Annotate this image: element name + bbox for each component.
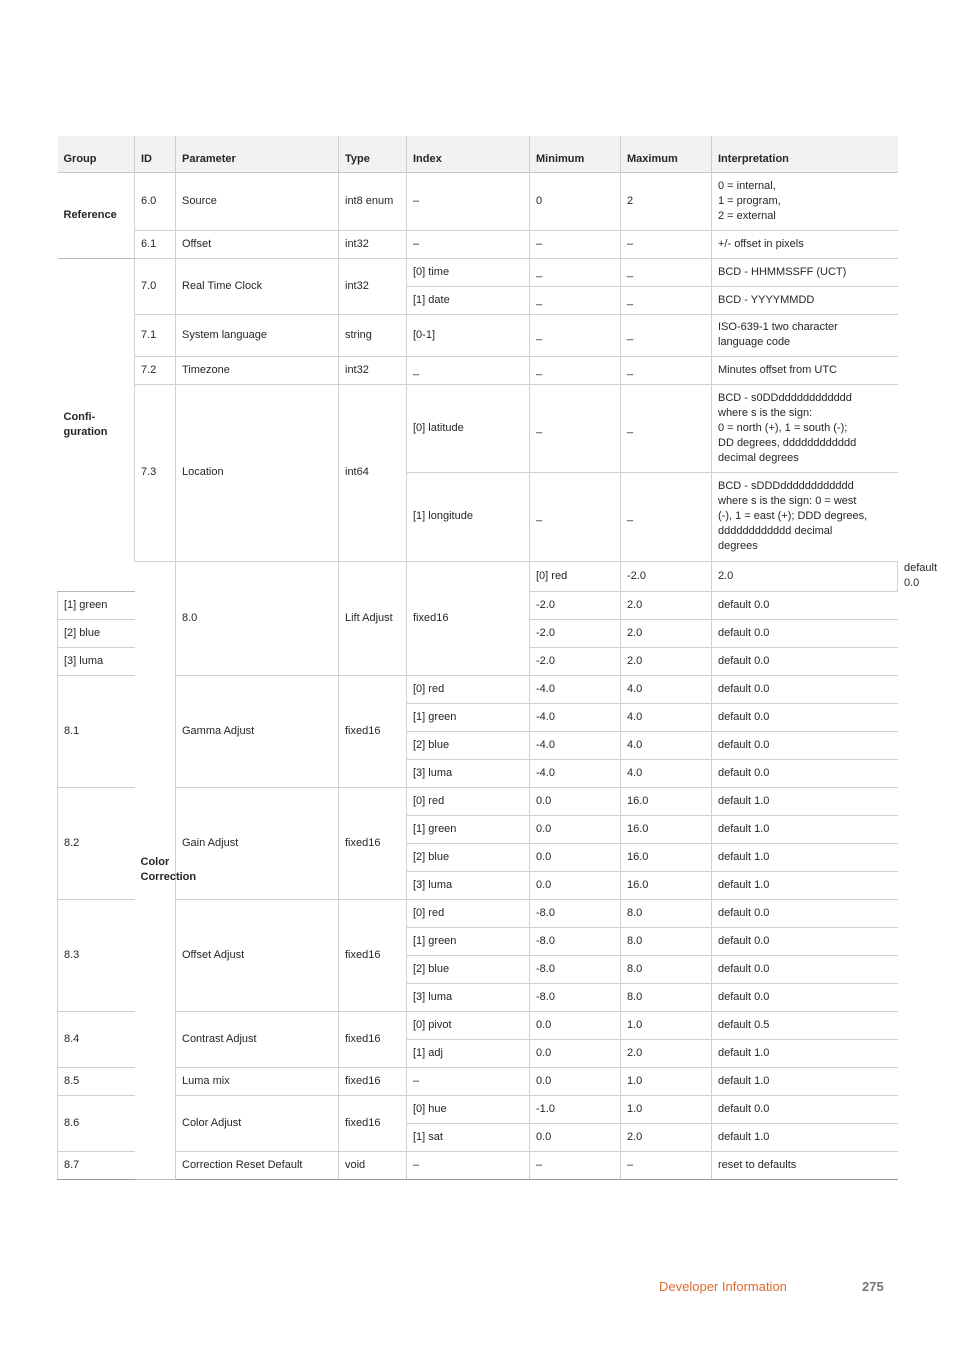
table-cell: _ (530, 258, 621, 286)
table-cell: -2.0 (530, 592, 621, 620)
table-cell: 0.0 (530, 1068, 621, 1096)
table-cell: 1.0 (621, 1068, 712, 1096)
table-cell: [2] blue (58, 620, 135, 648)
table-cell: 2.0 (621, 1124, 712, 1152)
table-cell: -4.0 (530, 676, 621, 704)
table-cell: -4.0 (530, 704, 621, 732)
table-cell: [0] pivot (407, 1012, 530, 1040)
header-row (58, 136, 898, 172)
table-cell: default 1.0 (712, 1040, 898, 1068)
table-cell: BCD - sDDDdddddddddddd where s is the sign: 0 = west (-), 1 = east (+); DDD degrees, dddddddddddd decimal degrees (712, 472, 898, 561)
table-cell: [2] blue (407, 956, 530, 984)
table-cell: _ (530, 356, 621, 384)
table-cell: [3] luma (58, 648, 135, 676)
table-cell: 7.1 (135, 314, 176, 356)
table-cell: [0] red (407, 900, 530, 928)
table-cell: [1] green (407, 928, 530, 956)
table-cell: BCD - s0DDdddddddddddd where s is the sign: 0 = north (+), 1 = south (-); DD degrees, dddddddddddd decimal degrees (712, 384, 898, 472)
table-cell: [1] date (407, 286, 530, 314)
header-minimum: Minimum (530, 136, 621, 172)
table-cell: fixed16 (339, 676, 407, 788)
table-cell: 2.0 (621, 620, 712, 648)
group-cell: Reference (58, 172, 135, 258)
table-cell: default 0.0 (712, 1096, 898, 1124)
group-cell: Confi- guration (58, 258, 135, 592)
table-cell: fixed16 (339, 1068, 407, 1096)
table-cell: 6.0 (135, 172, 176, 230)
table-cell: default 1.0 (712, 788, 898, 816)
table-cell: Timezone (176, 356, 339, 384)
table-cell: _ (530, 472, 621, 561)
table-cell: reset to defaults (712, 1152, 898, 1180)
table-cell: [1] green (407, 704, 530, 732)
table-cell: 2.0 (621, 592, 712, 620)
table-cell: int32 (339, 258, 407, 314)
header-group: Group (58, 136, 135, 172)
table-cell: default 0.0 (712, 928, 898, 956)
table-row (58, 900, 898, 928)
table-cell: 0.0 (530, 1040, 621, 1068)
table-cell: 1.0 (621, 1096, 712, 1124)
table-cell: fixed16 (407, 561, 530, 676)
table-cell: [1] adj (407, 1040, 530, 1068)
table-cell: -4.0 (530, 732, 621, 760)
table-cell: 8.3 (58, 900, 135, 1012)
table-cell: _ (530, 384, 621, 472)
table-cell: – (407, 230, 530, 258)
table-cell: 0.0 (530, 844, 621, 872)
table-cell: _ (621, 286, 712, 314)
table-row (58, 384, 898, 472)
table-cell: -8.0 (530, 956, 621, 984)
table-cell: 4.0 (621, 676, 712, 704)
table-cell: 8.4 (58, 1012, 135, 1068)
table-cell: fixed16 (339, 788, 407, 900)
table-row (58, 230, 898, 258)
table-body (58, 172, 938, 1180)
table-cell: 16.0 (621, 872, 712, 900)
table-cell: 8.0 (621, 900, 712, 928)
table-cell: 8.6 (58, 1096, 135, 1152)
table-cell: [2] blue (407, 732, 530, 760)
table-cell: 0 (530, 172, 621, 230)
table-row (58, 258, 898, 286)
table-row (58, 1152, 898, 1180)
table-row (58, 676, 898, 704)
table-cell: 0.0 (530, 1124, 621, 1152)
table-cell: -2.0 (530, 620, 621, 648)
table-cell: [0] red (530, 561, 621, 592)
table-cell: 16.0 (621, 816, 712, 844)
table-cell: 2.0 (621, 648, 712, 676)
table-cell: +/- offset in pixels (712, 230, 898, 258)
table-cell: [0] hue (407, 1096, 530, 1124)
table-cell: – (530, 230, 621, 258)
table-cell: [2] blue (407, 844, 530, 872)
table-cell: string (339, 314, 407, 356)
table-cell: 8.2 (58, 788, 135, 900)
footer-section-title: Developer Information (659, 1279, 787, 1294)
table-cell: Minutes offset from UTC (712, 356, 898, 384)
table-cell: default 0.0 (712, 900, 898, 928)
table-cell: System language (176, 314, 339, 356)
table-row (58, 314, 898, 356)
table-cell: 4.0 (621, 732, 712, 760)
table-cell: 2 (621, 172, 712, 230)
table-cell: Lift Adjust (339, 561, 407, 676)
table-cell: 1.0 (621, 1012, 712, 1040)
table-cell: – (621, 230, 712, 258)
table-cell: Luma mix (176, 1068, 339, 1096)
parameter-table (57, 136, 938, 1180)
table-cell: [3] luma (407, 872, 530, 900)
table-cell: -2.0 (621, 561, 712, 592)
header-id: ID (135, 136, 176, 172)
table-cell: – (407, 172, 530, 230)
table-cell: BCD - YYYYMMDD (712, 286, 898, 314)
table-cell: 7.0 (135, 258, 176, 314)
table-cell: default 0.5 (712, 1012, 898, 1040)
table-cell: _ (530, 314, 621, 356)
table-cell: default 0.0 (712, 732, 898, 760)
table-cell: default 0.0 (712, 676, 898, 704)
table-cell: [0] red (407, 676, 530, 704)
table-cell: _ (621, 356, 712, 384)
table-cell: 0.0 (530, 816, 621, 844)
table-row (58, 788, 898, 816)
header-interpretation: Interpretation (712, 136, 898, 172)
table-cell: default 0.0 (712, 648, 898, 676)
table-cell: _ (530, 286, 621, 314)
table-cell: 0.0 (530, 872, 621, 900)
table-cell: 8.5 (58, 1068, 135, 1096)
table-row (58, 1068, 898, 1096)
table-cell: int32 (339, 230, 407, 258)
table-cell: [0-1] (407, 314, 530, 356)
header-parameter: Parameter (176, 136, 339, 172)
table-cell: 16.0 (621, 788, 712, 816)
page-number: 275 (862, 1279, 884, 1294)
table-cell: [0] red (407, 788, 530, 816)
table-cell: fixed16 (339, 900, 407, 1012)
table-cell: 4.0 (621, 704, 712, 732)
table-cell: default 1.0 (712, 1068, 898, 1096)
table-cell: 0.0 (530, 788, 621, 816)
table-cell: default 0.0 (712, 620, 898, 648)
table-cell: Location (176, 384, 339, 561)
table-cell: -2.0 (530, 648, 621, 676)
table-cell: Real Time Clock (176, 258, 339, 314)
table-cell: 2.0 (621, 1040, 712, 1068)
table-cell: [3] luma (407, 760, 530, 788)
table-cell: 7.3 (135, 384, 176, 561)
table-cell: default 0.0 (712, 956, 898, 984)
table-cell: int32 (339, 356, 407, 384)
header-maximum: Maximum (621, 136, 712, 172)
table-cell: -8.0 (530, 900, 621, 928)
table-cell: Offset (176, 230, 339, 258)
table-cell: default 0.0 (712, 704, 898, 732)
table-cell: -8.0 (530, 928, 621, 956)
table-cell: int8 enum (339, 172, 407, 230)
table-cell: – (530, 1152, 621, 1180)
table-cell: – (407, 1068, 530, 1096)
table-row: Color Correction 8.0 Lift Adjust fixed16 [0] red -2.0 2.0 default 0.0 (58, 561, 898, 592)
table-cell: 6.1 (135, 230, 176, 258)
table-cell: – (407, 1152, 530, 1180)
table-cell: 16.0 (621, 844, 712, 872)
group-cell: Color Correction (135, 561, 176, 1180)
table-cell: default 1.0 (712, 1124, 898, 1152)
table-row (58, 356, 898, 384)
table-cell: [1] longitude (407, 472, 530, 561)
table-cell: [0] time (407, 258, 530, 286)
table-row (58, 172, 898, 230)
table-cell: 7.2 (135, 356, 176, 384)
table-cell: 8.0 (621, 984, 712, 1012)
table-cell: [3] luma (407, 984, 530, 1012)
table-cell: Contrast Adjust (176, 1012, 339, 1068)
header-type: Type (339, 136, 407, 172)
table-cell: _ (621, 314, 712, 356)
table-cell: default 0.0 (712, 592, 898, 620)
table-cell: _ (621, 472, 712, 561)
table-cell: Gamma Adjust (176, 676, 339, 788)
table-cell: [0] latitude (407, 384, 530, 472)
table-cell: default 1.0 (712, 816, 898, 844)
table-cell: Gain Adjust (176, 788, 339, 900)
table-cell: Offset Adjust (176, 900, 339, 1012)
table-cell: -4.0 (530, 760, 621, 788)
table-row (58, 1096, 898, 1124)
table-cell: 8.1 (58, 676, 135, 788)
table-cell: int64 (339, 384, 407, 561)
table-cell: 8.0 (621, 928, 712, 956)
table-cell: BCD - HHMMSSFF (UCT) (712, 258, 898, 286)
table-cell: Source (176, 172, 339, 230)
table-cell: Color Adjust (176, 1096, 339, 1152)
header-index: Index (407, 136, 530, 172)
table-cell: – (621, 1152, 712, 1180)
table-cell: ISO-639-1 two character language code (712, 314, 898, 356)
table-cell: 0.0 (530, 1012, 621, 1040)
table-cell: void (339, 1152, 407, 1180)
table-cell: 8.7 (58, 1152, 135, 1180)
table-cell: [1] sat (407, 1124, 530, 1152)
table-cell: [1] green (407, 816, 530, 844)
table-cell: 8.0 (176, 561, 339, 676)
table-cell: Correction Reset Default (176, 1152, 339, 1180)
table-cell: 2.0 (712, 561, 898, 592)
table-cell: -1.0 (530, 1096, 621, 1124)
table-cell: 4.0 (621, 760, 712, 788)
table-cell: default 0.0 (712, 984, 898, 1012)
table-cell: fixed16 (339, 1012, 407, 1068)
table-cell: default 0.0 (712, 760, 898, 788)
table-cell: _ (621, 258, 712, 286)
table-cell: 8.0 (621, 956, 712, 984)
table-cell: default 1.0 (712, 844, 898, 872)
table-cell: default 1.0 (712, 872, 898, 900)
table-cell: 0 = internal, 1 = program, 2 = external (712, 172, 898, 230)
table-cell: _ (407, 356, 530, 384)
table-cell: _ (621, 384, 712, 472)
table-row (58, 1012, 898, 1040)
table-cell: -8.0 (530, 984, 621, 1012)
table-cell: fixed16 (339, 1096, 407, 1152)
table-cell: [1] green (58, 592, 135, 620)
